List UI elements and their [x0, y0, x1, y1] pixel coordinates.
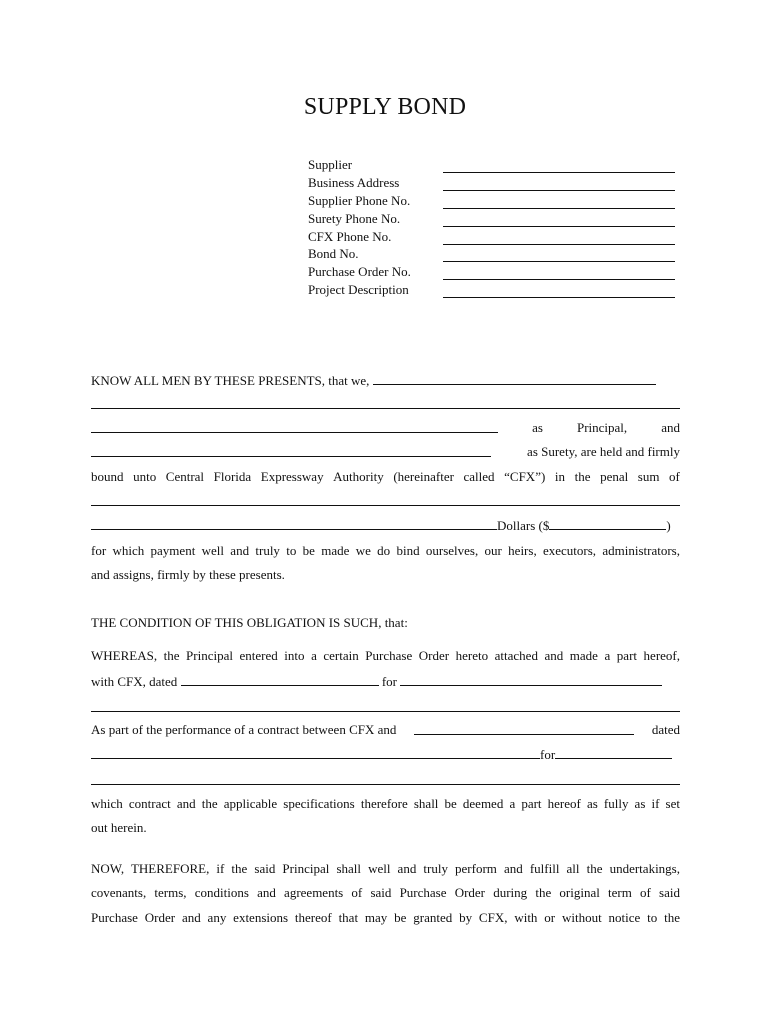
field-blank[interactable]: [443, 297, 675, 298]
condition-heading: [91, 613, 680, 633]
with-cfx-line: [91, 671, 680, 691]
which-text: which contract and the applicable specifications therefore shall be deemed a part hereof as fully as if set: [91, 796, 680, 811]
principal-name-blank[interactable]: [373, 370, 656, 385]
out-herein-line: [91, 818, 680, 838]
performance-text: As part of the performance of a contract between CFX and: [91, 722, 397, 737]
contract-date-blank[interactable]: [91, 744, 540, 759]
field-label: Supplier: [308, 157, 353, 172]
field-blank[interactable]: [443, 190, 675, 191]
word: Central: [165, 469, 205, 484]
now-text-1: NOW, THEREFORE, if the said Principal shall well and truly perform and fulfill all the undertakings,: [91, 861, 680, 876]
payment-line: [91, 541, 680, 561]
principal-address-blank[interactable]: [91, 418, 498, 433]
field-supplier: [308, 156, 678, 174]
field-cfx-phone: [308, 228, 678, 246]
field-business-address: [308, 174, 678, 192]
po-date-blank[interactable]: [181, 671, 379, 686]
contractor-blank[interactable]: [414, 720, 634, 735]
blank-rule[interactable]: [91, 711, 680, 712]
dollars-close: ): [666, 518, 671, 533]
with-cfx-text: with CFX, dated: [91, 674, 178, 689]
field-blank[interactable]: [443, 279, 675, 280]
assigns-text: and assigns, firmly by these presents.: [91, 567, 285, 582]
surety-line: [91, 442, 680, 462]
word: unto: [133, 469, 157, 484]
principal-word: Principal,: [576, 420, 628, 435]
word: of: [669, 469, 680, 484]
field-label: CFX Phone No.: [308, 228, 392, 244]
word: in: [554, 469, 566, 484]
field-label: Bond No.: [308, 246, 359, 262]
word: bound: [91, 469, 124, 484]
as-word: as: [532, 420, 543, 435]
word: Authority: [333, 469, 384, 484]
bound-line: [91, 467, 680, 487]
blank-rule[interactable]: [91, 784, 680, 785]
field-blank[interactable]: [443, 226, 675, 227]
field-blank[interactable]: [443, 172, 675, 173]
word: Expressway: [260, 469, 324, 484]
field-project-description: [308, 281, 678, 299]
penal-sum-blank[interactable]: [91, 505, 680, 506]
for-text-2: for: [540, 747, 556, 762]
dated-text: dated: [651, 722, 680, 737]
contract-purpose-blank[interactable]: [555, 744, 672, 759]
whereas-text: WHEREAS, the Principal entered into a certain Purchase Order hereto attached and made a part hereof,: [91, 648, 680, 663]
document-title: SUPPLY BOND: [303, 94, 467, 120]
field-label: Supplier Phone No.: [308, 192, 411, 208]
field-label: Purchase Order No.: [308, 264, 411, 280]
po-purpose-blank[interactable]: [400, 671, 662, 686]
field-label: Surety Phone No.: [308, 210, 401, 226]
word: Florida: [213, 469, 252, 484]
field-blank[interactable]: [443, 244, 675, 245]
now-line-2: [91, 883, 680, 903]
now-line-1: [91, 859, 680, 879]
field-label: Business Address: [308, 174, 400, 190]
assigns-line: [91, 565, 680, 585]
bond-fields: [308, 156, 678, 299]
field-bond-no: [308, 245, 678, 263]
out-herein-text: out herein.: [91, 820, 147, 835]
blank-rule[interactable]: [91, 408, 680, 409]
now-line-3: [91, 908, 680, 928]
dollars-line: [91, 515, 680, 535]
surety-clause: as Surety, are held and firmly: [527, 444, 680, 459]
word: (hereinafter: [393, 469, 454, 484]
condition-text: THE CONDITION OF THIS OBLIGATION IS SUCH, that:: [91, 615, 408, 630]
word: “CFX”): [504, 469, 546, 484]
principal-line: [91, 418, 680, 438]
word: penal: [600, 469, 629, 484]
performance-line: [91, 720, 680, 740]
intro-text: KNOW ALL MEN BY THESE PRESENTS, that we,: [91, 373, 370, 388]
field-blank[interactable]: [443, 261, 675, 262]
amount-words-blank[interactable]: [91, 515, 497, 530]
payment-text: for which payment well and truly to be made we do bind ourselves, our heirs, executors, administrators,: [91, 543, 680, 558]
word: sum: [637, 469, 660, 484]
now-text-2: covenants, terms, conditions and agreements of said Purchase Order during the original term of said: [91, 885, 680, 900]
now-text-3: Purchase Order and any extensions thereof that may be granted by CFX, with or without notice to the: [91, 910, 680, 925]
which-contract-line: [91, 794, 680, 814]
field-supplier-phone: [308, 192, 678, 210]
dollars-text: Dollars ($: [497, 518, 550, 533]
field-label: Project Description: [308, 282, 409, 298]
contract-for-line: [91, 744, 680, 764]
field-surety-phone: [308, 210, 678, 228]
word: called: [463, 469, 495, 484]
whereas-line: [91, 646, 680, 666]
surety-name-blank[interactable]: [91, 442, 491, 457]
word: the: [574, 469, 591, 484]
field-purchase-order-no: [308, 263, 678, 281]
field-blank[interactable]: [443, 208, 675, 209]
and-word: and: [661, 420, 680, 435]
for-text: for: [381, 674, 397, 689]
amount-figure-blank[interactable]: [549, 515, 666, 530]
intro-line: [91, 370, 680, 390]
